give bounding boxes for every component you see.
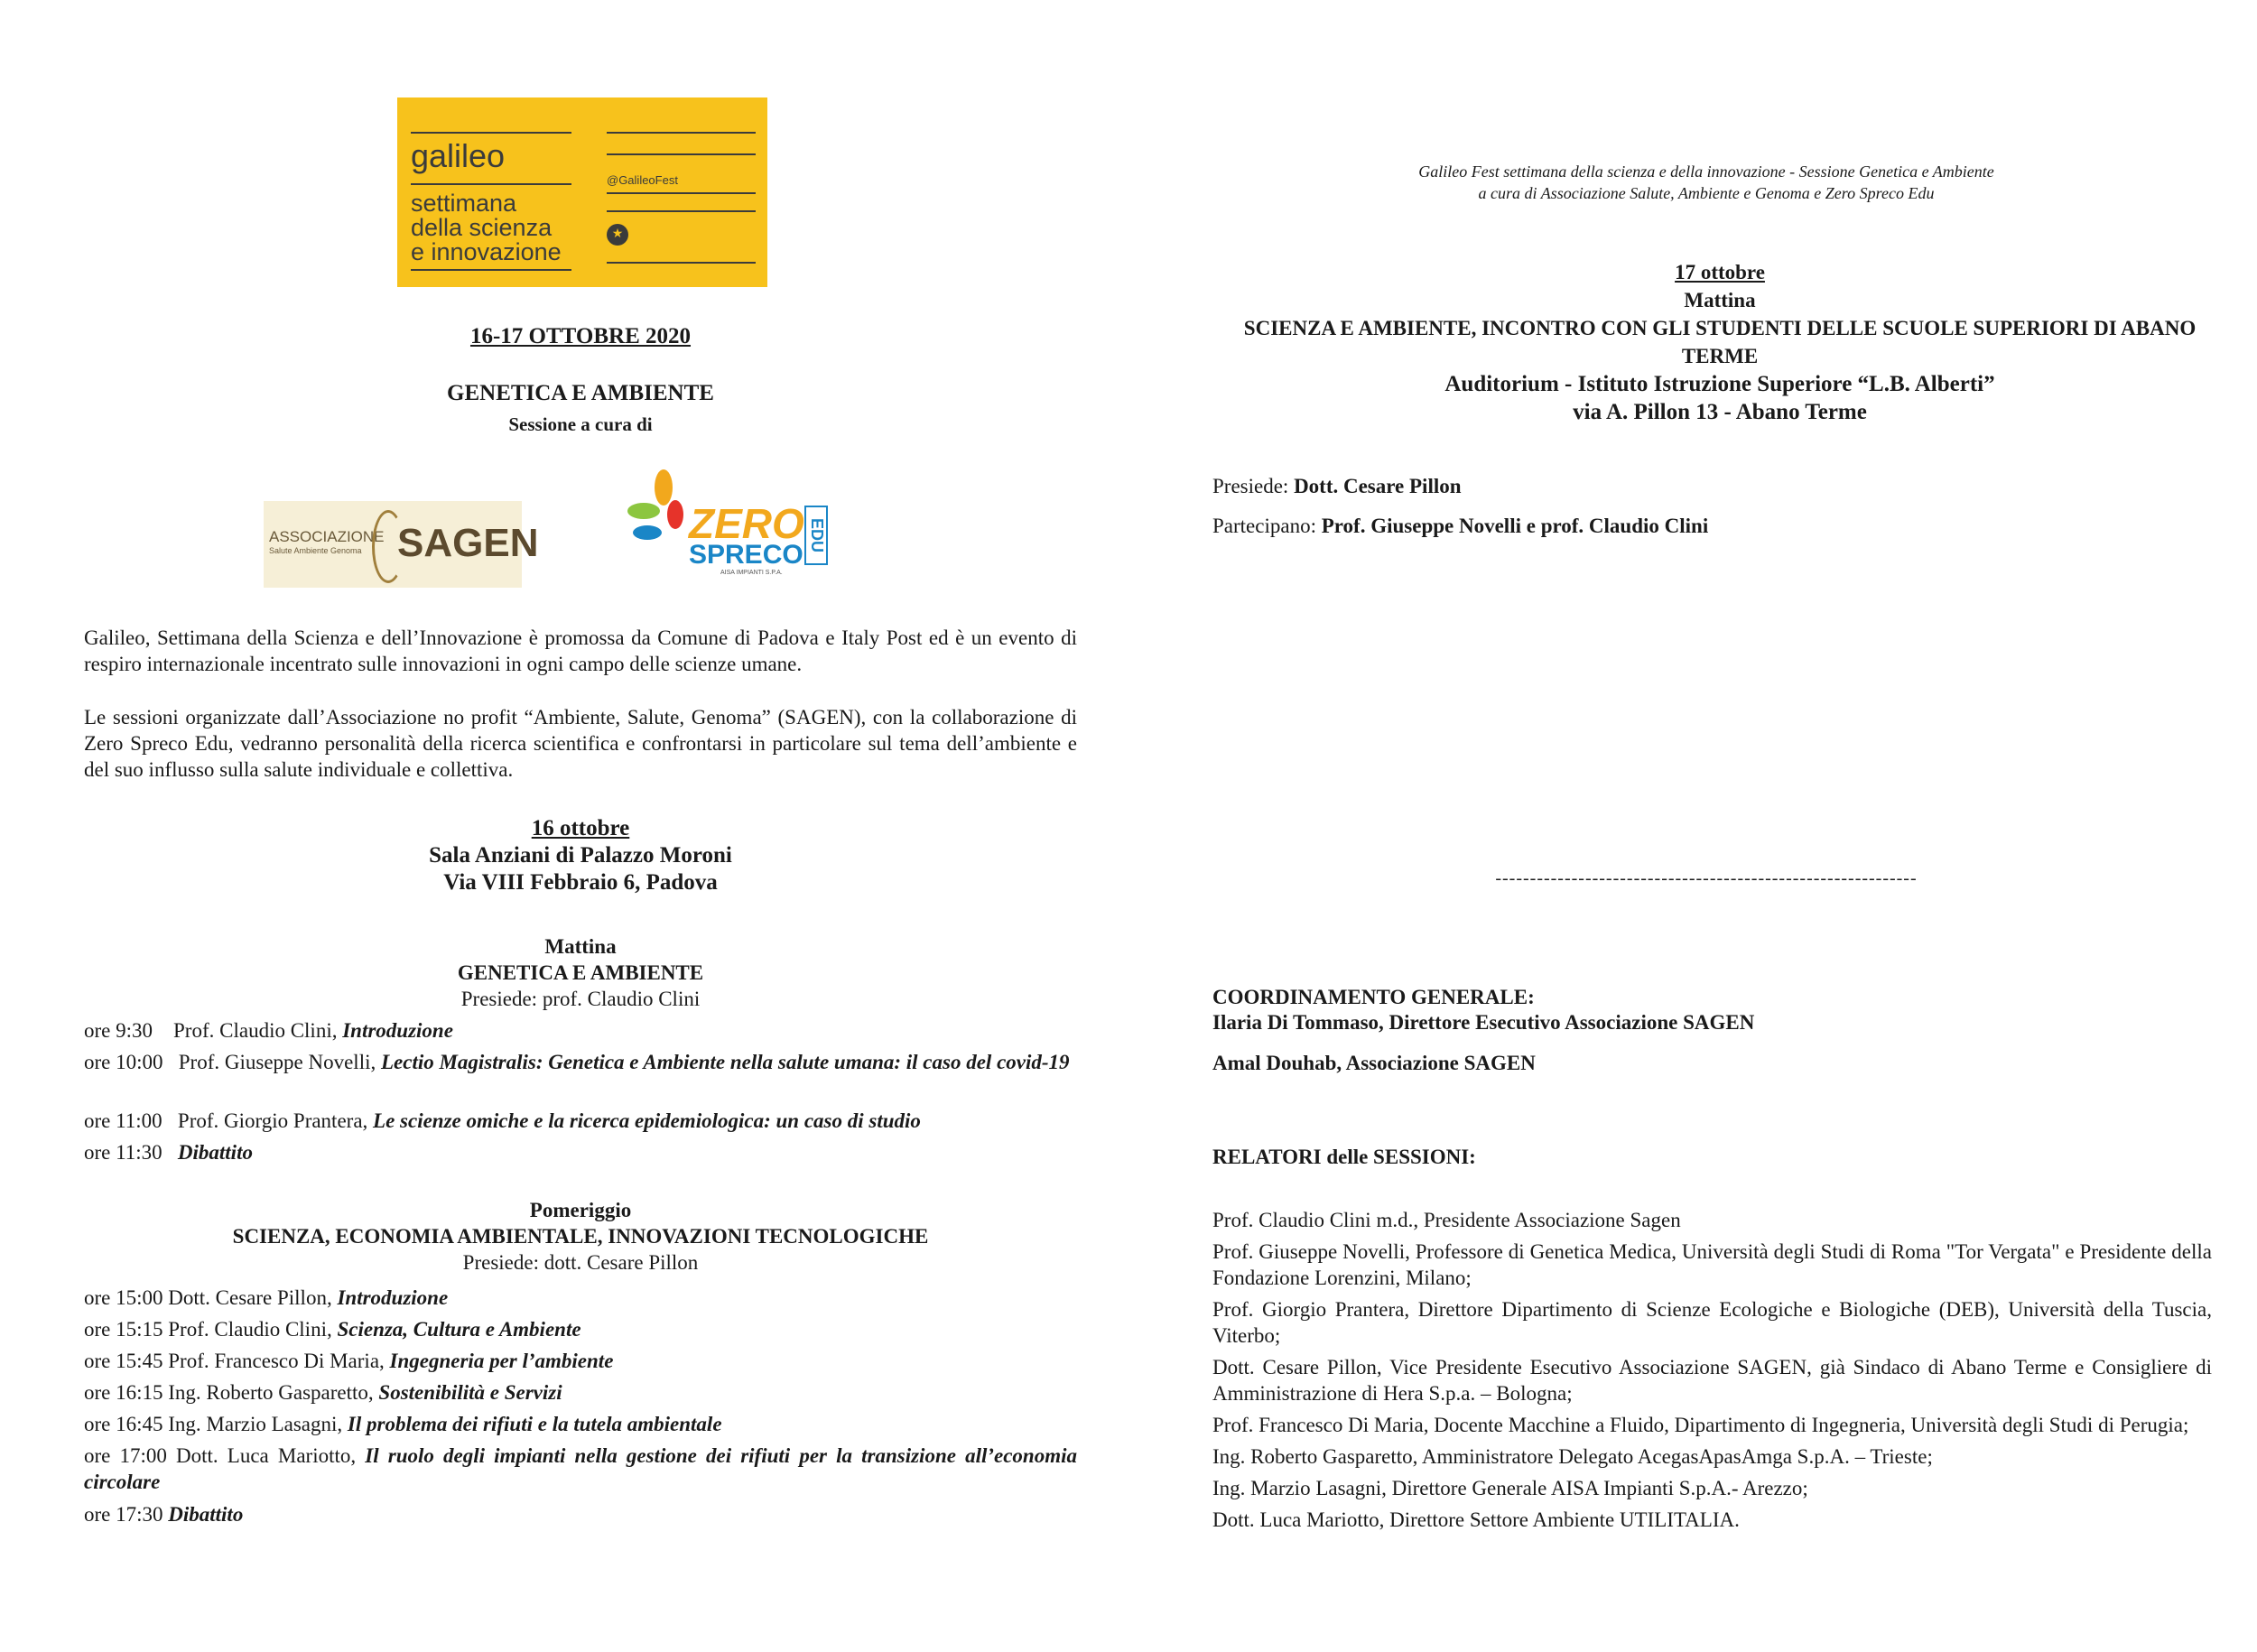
list-item: ore 16:45 Ing. Marzio Lasagni, Il problema dei rifiuti e la tutela ambientale bbox=[84, 1413, 722, 1435]
list-item: Prof. Giorgio Prantera, Direttore Dipartimento di Scienze Ecologiche e Biologiche (DEB), Università della Tuscia, Viterbo; bbox=[1212, 1298, 2212, 1347]
session-subtitle: Sessione a cura di bbox=[508, 413, 653, 435]
list-item: ore 11:00 Prof. Giorgio Prantera, Le scienze omiche e la ricerca epidemiologica: un caso di studio bbox=[84, 1109, 921, 1132]
separator: ------------------------------------------------------------- bbox=[1495, 868, 1918, 888]
morning-title: GENETICA E AMBIENTE bbox=[457, 961, 704, 984]
day2-block bbox=[1210, 258, 2230, 426]
galileo-handle: @GalileoFest bbox=[607, 173, 678, 187]
page-header: Galileo Fest settimana della scienza e della innovazione - Sessione Genetica e Ambiente a cura di Associazione Salute, Ambiente e Genoma e Zero Spreco Edu bbox=[1418, 162, 1994, 202]
list-item: Dott. Cesare Pillon, Vice Presidente Esecutivo Associazione SAGEN, già Sindaco di Abano Terme e Consigliere di Amministrazione di Hera S.p.a. – Bologna; bbox=[1212, 1356, 2212, 1405]
list-item: ore 10:00 Prof. Giuseppe Novelli, Lectio Magistralis: Genetica e Ambiente nella salute umana: il caso del covid-19 bbox=[84, 1051, 1070, 1073]
zero-spreco-logo: ZERO SPRECO EDU AISA IMPIANTI S.P.A. bbox=[626, 468, 833, 574]
morning-chair: Presiede: prof. Claudio Clini bbox=[460, 988, 701, 1010]
list-item: Prof. Francesco Di Maria, Docente Macchine a Fluido, Dipartimento di Ingegneria, Università degli Studi di Perugia; bbox=[1212, 1414, 2189, 1436]
list-item: Ing. Roberto Gasparetto, Amministratore Delegato AcegasApasAmga S.p.A. – Trieste; bbox=[1212, 1445, 1933, 1468]
day2-chair: Presiede: Dott. Cesare Pillon bbox=[1212, 475, 1462, 497]
session-title: GENETICA E AMBIENTE bbox=[447, 381, 714, 405]
day2-participants: Partecipano: Prof. Giuseppe Novelli e prof. Claudio Clini bbox=[1212, 515, 1709, 537]
coordination-member: Amal Douhab, Associazione SAGEN bbox=[1212, 1052, 1536, 1074]
list-item: ore 9:30 Prof. Claudio Clini, Introduzione bbox=[84, 1019, 453, 1042]
list-item: ore 15:45 Prof. Francesco Di Maria, Ingegneria per l’ambiente bbox=[84, 1350, 614, 1372]
galileo-logo-tagline: settimana della scienza e innovazione bbox=[411, 190, 562, 265]
morning-label: Mattina bbox=[544, 935, 617, 958]
day1-block bbox=[84, 815, 1077, 896]
day2-address: via A. Pillon 13 - Abano Terme bbox=[1573, 400, 1867, 424]
day1-venue: Sala Anziani di Palazzo Moroni bbox=[429, 843, 732, 868]
list-item: Dott. Luca Mariotto, Direttore Settore Ambiente UTILITALIA. bbox=[1212, 1508, 1740, 1531]
day2-venue: Auditorium - Istituto Istruzione Superiore “L.B. Alberti” bbox=[1444, 372, 1995, 396]
galileo-logo-name: galileo bbox=[411, 137, 506, 174]
morning-header bbox=[84, 933, 1077, 1012]
intro-paragraph-2: Le sessioni organizzate dall’Associazione no profit “Ambiente, Salute, Genoma” (SAGEN), con la collaborazione di Zero Spreco Edu, vedranno personalità della ricerca scientifica e confrontarsi in particolare sul tema dell’ambiente e del suo influsso sulla salute individuale e collettiva. bbox=[84, 706, 1077, 781]
day2-label: Mattina bbox=[1684, 289, 1756, 311]
event-dates: 16-17 OTTOBRE 2020 bbox=[469, 324, 692, 348]
afternoon-header bbox=[84, 1197, 1077, 1276]
list-item: ore 17:00 Dott. Luca Mariotto, Il ruolo degli impianti nella gestione dei rifiuti per la transizione all’economia circolare bbox=[84, 1444, 1077, 1493]
speakers-title: RELATORI delle SESSIONI: bbox=[1212, 1146, 1476, 1168]
afternoon-label: Pomeriggio bbox=[529, 1199, 632, 1221]
list-item: ore 11:30 Dibattito bbox=[84, 1141, 253, 1164]
coordination-member: Ilaria Di Tommaso, Direttore Esecutivo Associazione SAGEN bbox=[1212, 1011, 1755, 1034]
list-item: ore 15:00 Dott. Cesare Pillon, Introduzione bbox=[84, 1286, 449, 1309]
intro-paragraph-1: Galileo, Settimana della Scienza e dell’Innovazione è promossa da Comune di Padova e Italy Post ed è un evento di respiro internazionale incentrato sulle innovazioni in ogni campo delle scienze umane. bbox=[84, 626, 1077, 675]
day1-address: Via VIII Febbraio 6, Padova bbox=[443, 870, 718, 895]
day2-date: 17 ottobre bbox=[1675, 261, 1765, 283]
list-item: ore 15:15 Prof. Claudio Clini, Scienza, Cultura e Ambiente bbox=[84, 1318, 581, 1341]
afternoon-title: SCIENZA, ECONOMIA AMBIENTALE, INNOVAZIONI TECNOLOGICHE bbox=[232, 1225, 929, 1248]
list-item: Prof. Claudio Clini m.d., Presidente Associazione Sagen bbox=[1212, 1209, 1681, 1231]
sagen-logo: ASSOCIAZIONE Salute Ambiente Genoma SAGEN bbox=[264, 501, 522, 588]
afternoon-chair: Presiede: dott. Cesare Pillon bbox=[462, 1251, 699, 1274]
day2-title: SCIENZA E AMBIENTE, INCONTRO CON GLI STUDENTI DELLE SCUOLE SUPERIORI DI ABANO TERME bbox=[1243, 317, 2197, 367]
leaf-icon bbox=[626, 468, 689, 558]
list-item: ore 17:30 Dibattito bbox=[84, 1503, 244, 1526]
galileo-logo bbox=[397, 97, 767, 287]
speakers-list bbox=[1212, 1207, 2212, 1538]
coordination-title: COORDINAMENTO GENERALE: bbox=[1212, 986, 1535, 1008]
runner-icon: ★ bbox=[607, 224, 628, 246]
list-item: ore 16:15 Ing. Roberto Gasparetto, Sostenibilità e Servizi bbox=[84, 1381, 562, 1404]
list-item: Prof. Giuseppe Novelli, Professore di Genetica Medica, Università degli Studi di Roma "Tor Vergata" e Presidente della Fondazione Lorenzini, Milano; bbox=[1212, 1240, 2212, 1289]
list-item: Ing. Marzio Lasagni, Direttore Generale AISA Impianti S.p.A.- Arezzo; bbox=[1212, 1477, 1808, 1499]
day1-date: 16 ottobre bbox=[531, 816, 630, 840]
